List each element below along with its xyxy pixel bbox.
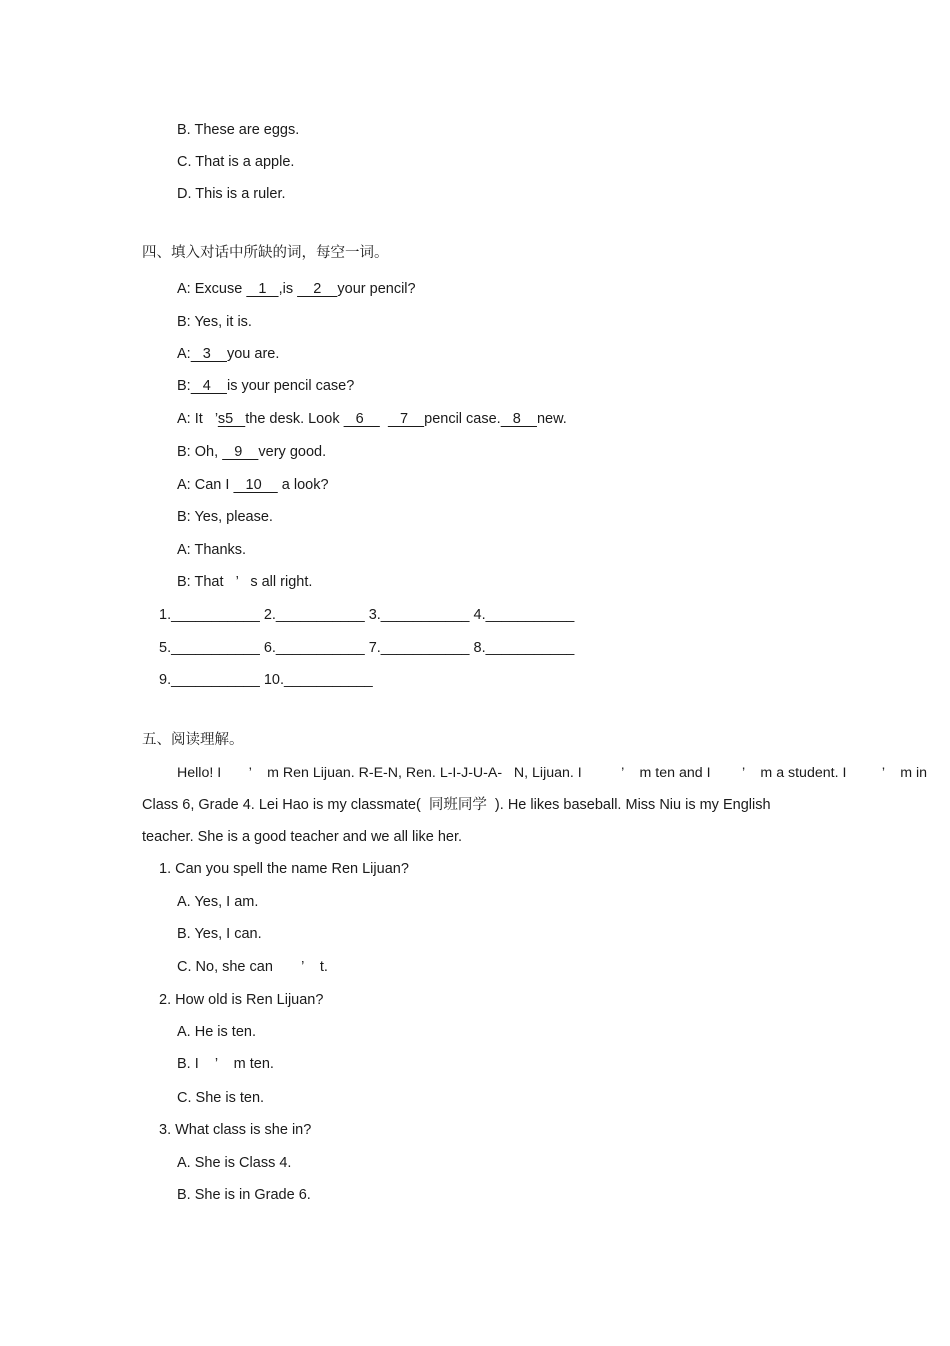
dialog-line: B: 4 is your pencil case? [177, 378, 355, 394]
option: B. I ’ m ten. [177, 1056, 274, 1072]
blank-1: 1 [246, 281, 279, 297]
dialog-line: A: Excuse 1 ,is 2 your pencil? [177, 281, 416, 297]
option: A. Yes, I am. [177, 894, 259, 910]
option-d: D. This is a ruler. [177, 186, 286, 202]
blank-10: 10 [233, 477, 278, 493]
passage-line: Class 6, Grade 4. Lei Hao is my classmate( 同班同学 ). He likes baseball. Miss Niu is my English [142, 797, 771, 813]
option-b: B. These are eggs. [177, 122, 300, 138]
option: B. Yes, I can. [177, 926, 262, 942]
option-c: C. That is a apple. [177, 154, 295, 170]
dialog-line: A: Thanks. [177, 542, 247, 558]
blank-6: 6 [343, 411, 380, 427]
section4-title: 四、填入对话中所缺的词，每空一词。 [142, 245, 389, 261]
answer-line: 9.___________ 10.___________ [159, 672, 373, 688]
option: B. She is in Grade 6. [177, 1187, 311, 1203]
blank-5: s5 [217, 411, 246, 427]
answer-line: 1.___________ 2.___________ 3.___________ 4.___________ [159, 607, 575, 623]
dialog-line: B: Yes, it is. [177, 314, 252, 330]
question: 3. What class is she in? [159, 1122, 312, 1138]
blank-8: 8 [500, 411, 537, 427]
question: 2. How old is Ren Lijuan? [159, 992, 324, 1008]
dialog-line: A: It ’s5 the desk. Look 6 7 pencil case. 8 new. [177, 411, 567, 427]
dialog-line: B: That ’ s all right. [177, 574, 313, 590]
passage-line: teacher. She is a good teacher and we all like her. [142, 829, 463, 845]
dialog-line: B: Oh, 9 very good. [177, 444, 327, 460]
option: A. She is Class 4. [177, 1155, 292, 1171]
answer-line: 5.___________ 6.___________ 7.___________ 8.___________ [159, 640, 575, 656]
blank-4: 4 [190, 378, 227, 394]
blank-9: 9 [222, 444, 259, 460]
blank-3: 3 [190, 346, 227, 362]
option: C. She is ten. [177, 1090, 265, 1106]
section5-title: 五、阅读理解。 [142, 732, 244, 748]
dialog-line: A: 3 you are. [177, 346, 280, 362]
option: C. No, she can ’ t. [177, 959, 328, 975]
blank-7: 7 [387, 411, 425, 427]
blank-2: 2 [297, 281, 338, 297]
option: A. He is ten. [177, 1024, 256, 1040]
passage-line: Hello! I ’ m Ren Lijuan. R-E-N, Ren. L-I-J-U-A- N, Lijuan. I ’ m ten and I ’ m a student. I ’ m in [177, 765, 928, 781]
question: 1. Can you spell the name Ren Lijuan? [159, 861, 409, 877]
dialog-line: A: Can I 10 a look? [177, 477, 329, 493]
dialog-line: B: Yes, please. [177, 509, 273, 525]
